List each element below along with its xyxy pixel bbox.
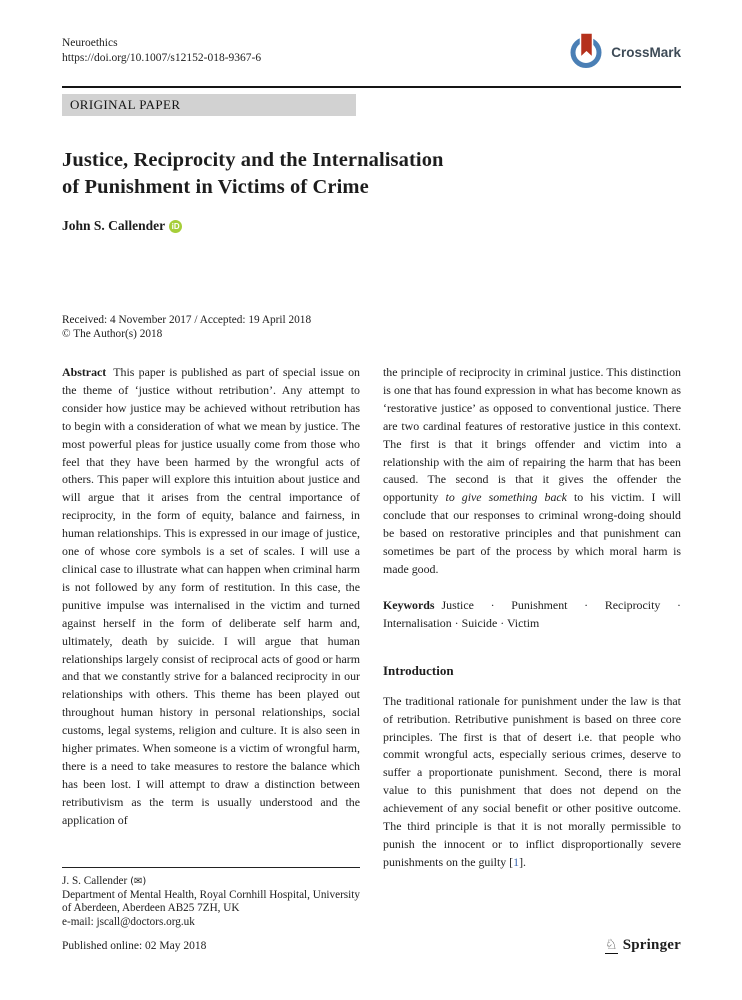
abstract-right-italic: to give something back [445, 490, 567, 505]
crossmark-badge[interactable] [570, 31, 681, 74]
header-rule [62, 86, 681, 88]
keywords-text: Justice · Punishment · Reciprocity · Internalisation · Suicide · Victim [383, 597, 681, 630]
orcid-icon[interactable]: iD [169, 220, 182, 233]
introduction-paragraph [383, 693, 681, 872]
springer-wordmark: Springer [622, 937, 681, 953]
abstract-continued [383, 364, 681, 579]
copyright-line: © The Author(s) 2018 [62, 327, 163, 340]
affiliation-line: Department of Mental Health, Royal Cornhill Hospital, University of Aberdeen, Aberdeen AB25 7ZH, UK [62, 888, 360, 915]
author-row [62, 218, 681, 234]
keywords-label: Keywords [383, 597, 435, 612]
crossmark-label: CrossMark [611, 45, 681, 60]
springer-logo [605, 937, 681, 954]
abstract-label: Abstract [62, 365, 107, 379]
abstract-right-text-2: to his victim. I will conclude that our responses to criminal wrong-doing should be based on restorative principles and that punishment can sometimes be part of the process by which moral harm is made good. [383, 490, 681, 576]
envelope-icon: (✉) [130, 876, 147, 888]
page-header [62, 36, 681, 74]
dates-block [62, 314, 681, 341]
received-accepted: Received: 4 November 2017 / Accepted: 19 April 2018 [62, 314, 312, 326]
title-line-2: of Punishment in Victims of Crime [62, 175, 369, 198]
footnote-block [62, 867, 360, 929]
introduction-heading: Introduction [383, 662, 454, 678]
introduction-text-2: ]. [519, 854, 527, 869]
doi-link[interactable]: https://doi.org/10.1007/s12152-018-9367-6 [62, 52, 262, 64]
original-paper-badge: ORIGINAL PAPER [62, 94, 356, 116]
paper-title [62, 147, 681, 200]
journal-name: Neuroethics [62, 37, 118, 49]
abstract-paragraph [62, 364, 360, 830]
corresponding-author-name: J. S. Callender [62, 875, 128, 888]
footnote-rule [62, 867, 360, 868]
keywords-paragraph [383, 597, 681, 633]
abstract-left-text: This paper is published as part of special issue on the theme of ‘justice without retribution’. Any attempt to consider how justice may be achieved without retribution has to begin with a consideration of what we mean by justice. The most powerful pleas for justice usually come from those who feel that they have been harmed by the wrongful acts of others. This paper will explore this intuition about justice and will argue that it arises from the central importance of reciprocity, in the form of equity, balance and fairness, in human relationships. This is expressed in our image of justice, one of whose core symbols is a set of scales. I will use a clinical case to illustrate what can happen when criminal harm is not followed by any form of restitution. In this case, the punitive impulse was internalised in the victim and turned against herself in the form of deliberate self harm and, ultimately, death by suicide. I will argue that human relationships largely consist of reciprocal acts of good or harm and that we constantly strive for a balanced reciprocity in our relationships with others. This theme has been played out throughout human history in personal relationships, social customs, legal systems, religion and culture. It is also seen in higher primates. When someone is a victim of wrongful harm, there is a need to take measures to restore the balance which has been lost. I will attempt to draw a distinction between retributivism as the term is usually understood and the application of [62, 365, 360, 827]
journal-block [62, 36, 261, 66]
abstract-right-text-1: the principle of reciprocity in criminal justice. This distinction is one that has found expression in what has become known as ‘restorative justice’ as opposed to conventional justice. There are two cardinal features of restorative justice in this context. The first is that it brings offender and victim into a relationship with the aim of repairing the harm that has been caused. The second is that it gives the offender the opportunity [383, 365, 681, 505]
right-column [383, 364, 681, 929]
crossmark-icon [570, 31, 604, 74]
page-footer [62, 937, 681, 954]
body-columns [62, 364, 681, 929]
left-column [62, 364, 360, 929]
title-line-1: Justice, Reciprocity and the Internalisation [62, 149, 444, 171]
springer-horse-icon: ♘ [605, 936, 618, 953]
corresponding-author-line [62, 875, 360, 888]
introduction-text-1: The traditional rationale for punishment under the law is that of retribution. Retributive punishment is based on three core principles. The first is that of desert i.e. that people who commit wrongful acts, especially serious crimes, deserve to suffer a proportionate punishment. Second, there is moral value to this punishment that does not depend on the achievement of any social benefit or other positive outcome. The third principle is that it is not morally permissible to punish the innocent or to inflict disproportionally severe punishments on the guilty [ [383, 693, 681, 869]
email-line[interactable]: e-mail: jscall@doctors.org.uk [62, 915, 195, 928]
published-online: Published online: 02 May 2018 [62, 939, 207, 952]
citation-link-1[interactable]: 1 [513, 854, 520, 869]
author-name: John S. Callender [62, 218, 166, 233]
